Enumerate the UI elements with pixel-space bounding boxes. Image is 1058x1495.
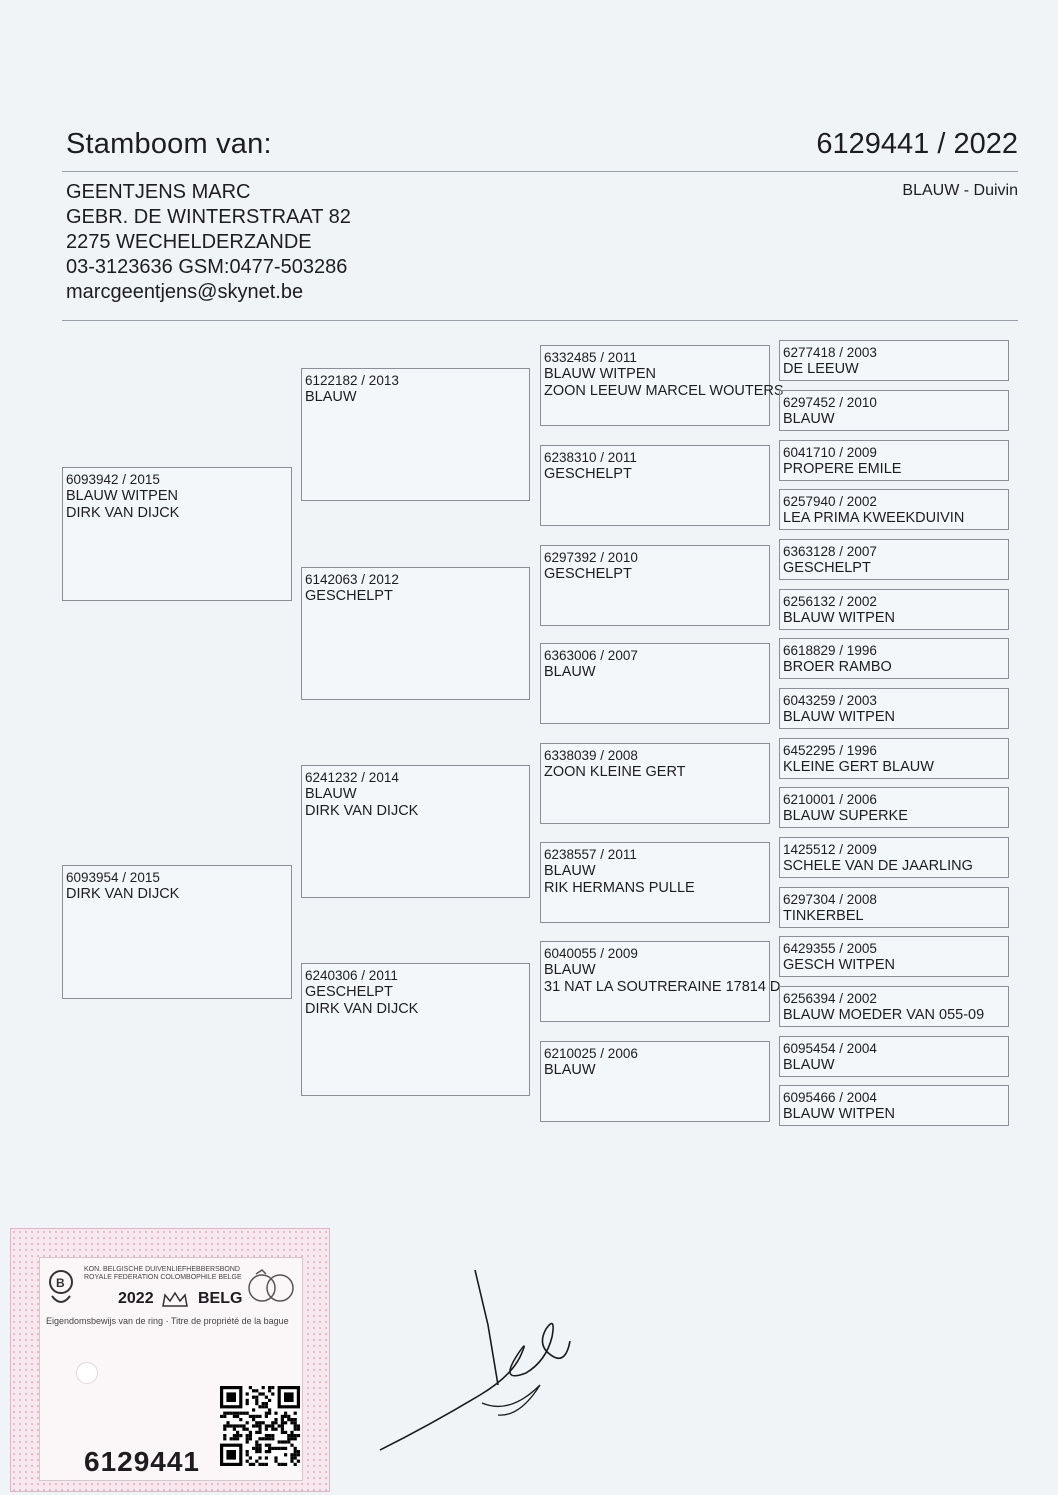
pigeon-description-line: BLAUW WITPEN: [66, 488, 178, 504]
pigeon-ring-number: 6256394 / 2002: [783, 991, 877, 1006]
great-grandparent-box: [540, 345, 784, 426]
pigeon-description-line: BLAUW: [305, 389, 357, 405]
great-grandparent-box: [540, 445, 770, 526]
great-great-grandparent-box: [779, 489, 1009, 530]
pigeon-description-line: DIRK VAN DIJCK: [66, 505, 180, 521]
owner-phone: 03-3123636 GSM:0477-503286: [66, 256, 348, 278]
pigeon-ring-number: 6363006 / 2007: [544, 648, 638, 663]
great-great-grandparent-box: [779, 738, 1009, 779]
pigeon-ring-number: 6210001 / 2006: [783, 792, 877, 807]
fci-logo-icon: [246, 1268, 296, 1304]
pigeon-ring-number: 6240306 / 2011: [305, 968, 398, 983]
great-grandparent-box: [540, 842, 770, 923]
pigeon-description-line: RIK HERMANS PULLE: [544, 880, 695, 896]
great-great-grandparent-box: [779, 887, 1009, 928]
great-great-grandparent-box: [779, 340, 1009, 381]
ring-certificate-card: [39, 1257, 303, 1481]
header-divider: [62, 171, 1018, 172]
punch-hole: [76, 1362, 98, 1384]
pigeon-description-line: SCHELE VAN DE JAARLING: [783, 858, 973, 874]
parent-box: [62, 865, 292, 999]
color-sex-label: BLAUW - Duivin: [902, 182, 1018, 199]
pigeon-ring-number: 6277418 / 2003: [783, 345, 877, 360]
pigeon-description-line: DIRK VAN DIJCK: [305, 803, 419, 819]
pigeon-description-line: KLEINE GERT BLAUW: [783, 759, 934, 775]
great-great-grandparent-box: [779, 688, 1009, 729]
svg-text:B: B: [56, 1276, 65, 1290]
pigeon-ring-number: 6332485 / 2011: [544, 350, 637, 365]
owner-divider: [62, 320, 1018, 321]
pigeon-ring-number: 6297452 / 2010: [783, 395, 877, 410]
pigeon-ring-number: 6093954 / 2015: [66, 870, 160, 885]
pigeon-description-line: BLAUW: [544, 1062, 596, 1078]
pigeon-ring-number: 6093942 / 2015: [66, 472, 160, 487]
pigeon-description-line: PROPERE EMILE: [783, 461, 902, 477]
pigeon-description-line: GESCHELPT: [305, 588, 393, 604]
pigeon-description-line: ZOON LEEUW MARCEL WOUTERS: [544, 383, 784, 399]
owner-city: 2275 WECHELDERZANDE: [66, 231, 312, 253]
great-great-grandparent-box: [779, 539, 1009, 580]
great-grandparent-box: [540, 643, 770, 724]
federation-name-nl: KON. BELGISCHE DUIVENLIEFHEBBERSBOND: [84, 1266, 240, 1273]
pigeon-description-line: 31 NAT LA SOUTRERAINE 17814 D: [544, 979, 781, 995]
great-great-grandparent-box: [779, 589, 1009, 630]
pigeon-description-line: BLAUW: [783, 1057, 835, 1073]
grandparent-box: [301, 765, 530, 898]
handwritten-signature: [370, 1265, 590, 1455]
pigeon-ring-number: 6041710 / 2009: [783, 445, 877, 460]
federation-name-fr: ROYALE FEDERATION COLOMBOPHILE BELGE: [84, 1274, 242, 1281]
page-title: Stamboom van:: [66, 128, 272, 160]
great-great-grandparent-box: [779, 1036, 1009, 1077]
pigeon-description-line: BLAUW: [544, 664, 596, 680]
pigeon-description-line: GESCHELPT: [544, 466, 632, 482]
qr-code-icon: [220, 1386, 300, 1466]
pigeon-ring-number: 6257940 / 2002: [783, 494, 877, 509]
pigeon-description-line: GESCHELPT: [544, 566, 632, 582]
great-great-grandparent-box: [779, 787, 1009, 828]
pigeon-ring-number: 6618829 / 1996: [783, 643, 877, 658]
pigeon-description-line: BLAUW WITPEN: [783, 610, 895, 626]
pigeon-ring-number: 1425512 / 2009: [783, 842, 877, 857]
pigeon-description-line: BLAUW SUPERKE: [783, 808, 908, 824]
great-grandparent-box: [540, 1041, 770, 1122]
pigeon-ring-number: 6429355 / 2005: [783, 941, 877, 956]
pigeon-ring-number: 6338039 / 2008: [544, 748, 638, 763]
pigeon-ring-number: 6043259 / 2003: [783, 693, 877, 708]
grandparent-box: [301, 567, 530, 700]
pigeon-ring-number: 6095454 / 2004: [783, 1041, 877, 1056]
owner-name: GEENTJENS MARC: [66, 181, 251, 203]
pigeon-description-line: BLAUW: [305, 786, 357, 802]
pigeon-ring-number: 6040055 / 2009: [544, 946, 638, 961]
great-grandparent-box: [540, 941, 781, 1022]
pigeon-description-line: BLAUW: [783, 411, 835, 427]
pigeon-description-line: GESCHELPT: [305, 984, 393, 1000]
certificate-ring-number: 6129441: [84, 1446, 201, 1477]
pigeon-description-line: BLAUW: [544, 863, 596, 879]
great-great-grandparent-box: [779, 440, 1009, 481]
pigeon-description-line: BLAUW WITPEN: [783, 709, 895, 725]
certificate-caption: Eigendomsbewijs van de ring · Titre de propriété de la bague: [46, 1316, 289, 1326]
owner-email: marcgeentjens@skynet.be: [66, 281, 304, 303]
pigeon-ring-number: 6297392 / 2010: [544, 550, 638, 565]
pigeon-ring-number: 6142063 / 2012: [305, 572, 399, 587]
pigeon-description-line: BLAUW: [544, 962, 596, 978]
great-grandparent-box: [540, 743, 770, 824]
pigeon-description-line: LEA PRIMA KWEEKDUIVIN: [783, 510, 965, 526]
great-great-grandparent-box: [779, 638, 1009, 679]
grandparent-box: [301, 963, 530, 1096]
great-great-grandparent-box: [779, 837, 1009, 878]
pigeon-ring-number: 6363128 / 2007: [783, 544, 877, 559]
owner-block: [66, 180, 351, 305]
ring-certificate-stamp: [10, 1228, 330, 1492]
pigeon-description-line: BLAUW WITPEN: [783, 1106, 895, 1122]
pigeon-ring-number: 6238557 / 2011: [544, 847, 637, 862]
great-great-grandparent-box: [779, 986, 1009, 1027]
pigeon-description-line: BLAUW MOEDER VAN 055-09: [783, 1007, 985, 1023]
grandparent-box: [301, 368, 530, 501]
pigeon-description-line: BLAUW WITPEN: [544, 366, 656, 382]
parent-box: [62, 467, 292, 601]
federation-logo-icon: [46, 1268, 76, 1308]
pigeon-description-line: GESCHELPT: [783, 560, 871, 576]
pigeon-description-line: GESCH WITPEN: [783, 957, 895, 973]
subject-ring-number: 6129441 / 2022: [816, 128, 1018, 160]
certificate-country: BELG: [198, 1290, 243, 1307]
pigeon-ring-number: 6210025 / 2006: [544, 1046, 638, 1061]
great-great-grandparent-box: [779, 936, 1009, 977]
pigeon-description-line: DE LEEUW: [783, 361, 859, 377]
pigeon-ring-number: 6095466 / 2004: [783, 1090, 877, 1105]
pigeon-ring-number: 6297304 / 2008: [783, 892, 877, 907]
pigeon-description-line: DIRK VAN DIJCK: [66, 886, 180, 902]
pigeon-description-line: BROER RAMBO: [783, 659, 892, 675]
pigeon-ring-number: 6238310 / 2011: [544, 450, 637, 465]
crown-icon: [160, 1290, 190, 1310]
great-grandparent-box: [540, 545, 770, 626]
certificate-year: 2022: [118, 1290, 154, 1307]
pigeon-ring-number: 6256132 / 2002: [783, 594, 877, 609]
pigeon-description-line: TINKERBEL: [783, 908, 864, 924]
pigeon-description-line: ZOON KLEINE GERT: [544, 764, 686, 780]
great-great-grandparent-box: [779, 1085, 1009, 1126]
pigeon-description-line: DIRK VAN DIJCK: [305, 1001, 419, 1017]
owner-street: GEBR. DE WINTERSTRAAT 82: [66, 206, 351, 228]
pigeon-ring-number: 6241232 / 2014: [305, 770, 399, 785]
pigeon-ring-number: 6452295 / 1996: [783, 743, 877, 758]
great-great-grandparent-box: [779, 390, 1009, 431]
pigeon-ring-number: 6122182 / 2013: [305, 373, 399, 388]
